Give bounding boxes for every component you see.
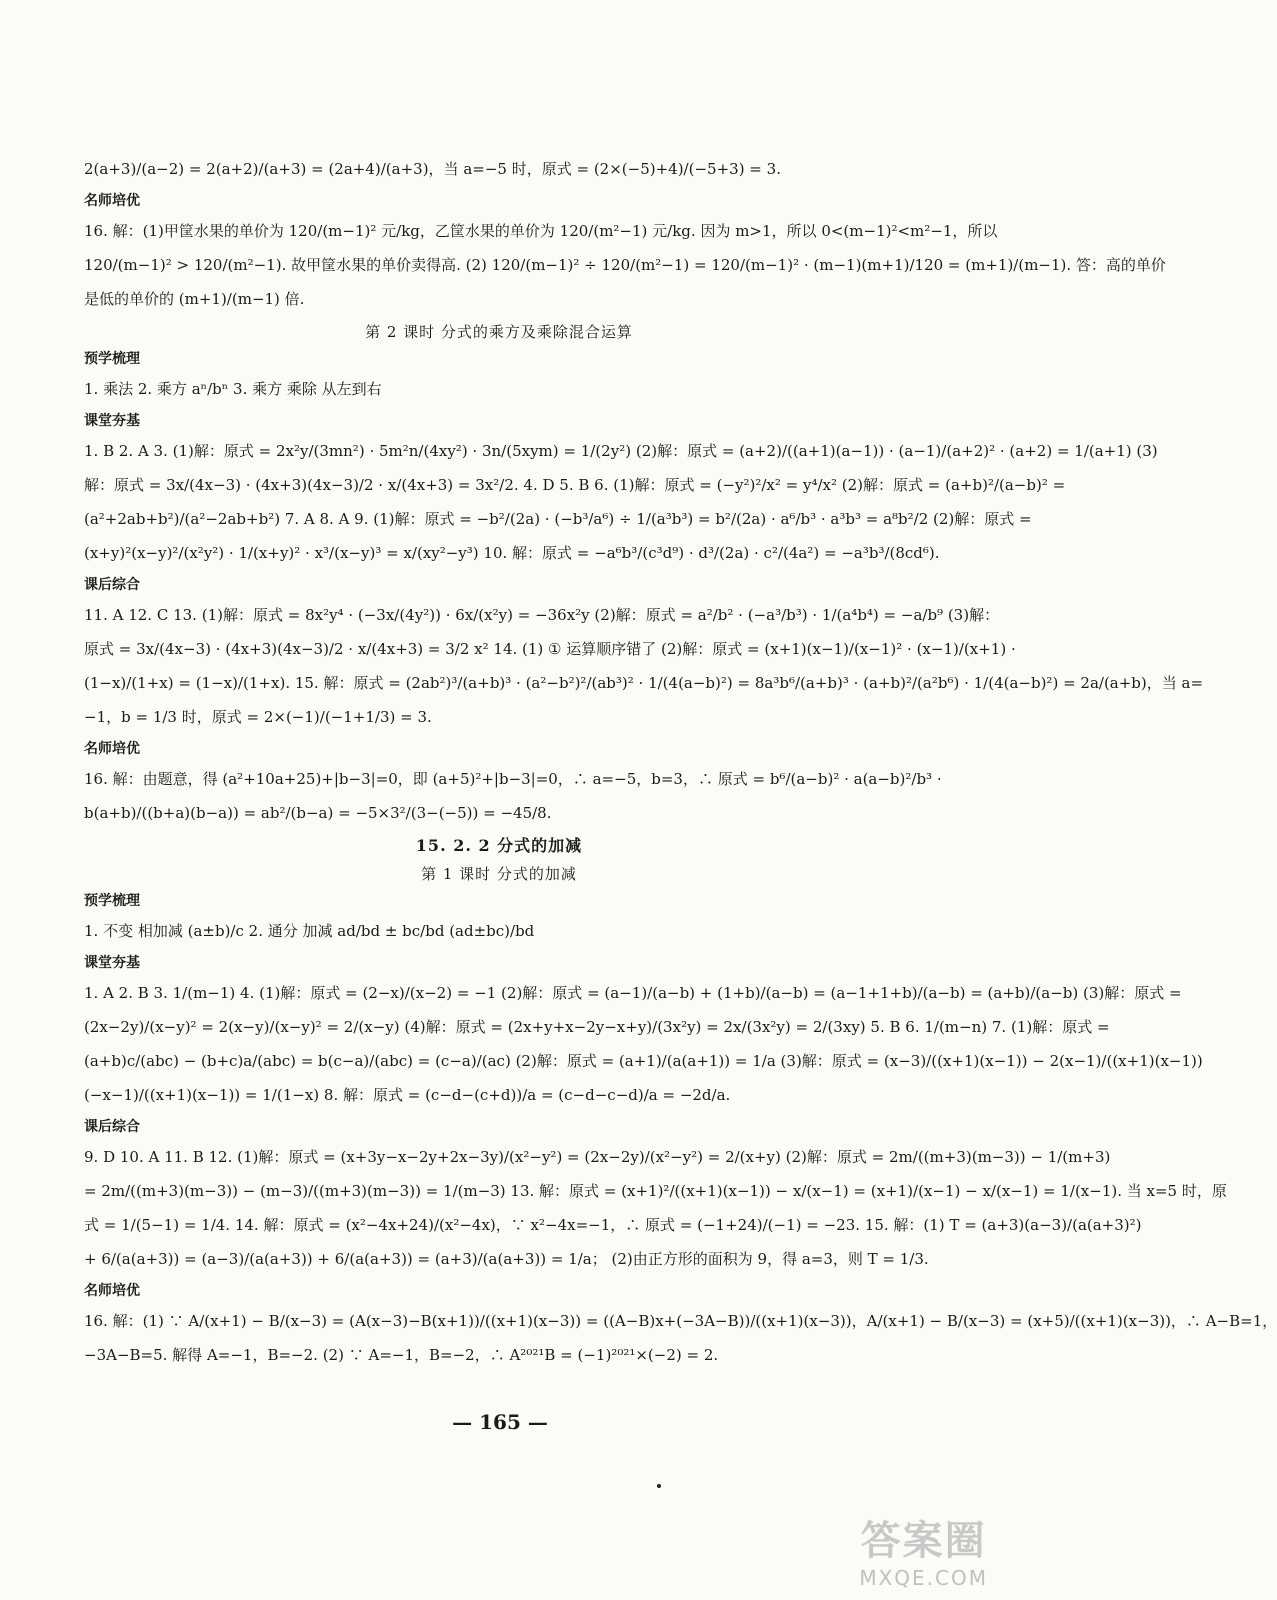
answer-line: 是低的单价的 (m+1)/(m−1) 倍.	[84, 290, 305, 308]
lesson-heading: 第 1 课时 分式的加减	[421, 865, 577, 883]
watermark	[859, 1509, 988, 1590]
section-label: 名师培优	[84, 193, 140, 209]
answer-line: = 2m/((m+3)(m−3)) − (m−3)/((m+3)(m−3)) = 1/(m−3) 13. 解：原式 = (x+1)²/((x+1)(x−1)) − x/(x−1) = (x+1)/(x−1) − x/(x−1) = 1/(x−1). 当 x=5 时，原	[84, 1182, 1227, 1200]
section-label: 课后综合	[84, 577, 140, 593]
section-label: 课后综合	[84, 1119, 140, 1135]
watermark-url: MXQE.COM	[859, 1566, 988, 1590]
answer-line: 解：原式 = 3x/(4x−3) · (4x+3)(4x−3)/2 · x/(4x+3) = 3x²/2. 4. D 5. B 6. (1)解：原式 = (−y²)²/x² = y⁴/x² (2)解：原式 = (a+b)²/(a−b)² =	[84, 476, 1066, 494]
answer-line: b(a+b)/((b+a)(b−a)) = ab²/(b−a) = −5×3²/(3−(−5)) = −45/8.	[84, 804, 552, 822]
page-number: — 165 —	[452, 1410, 548, 1434]
answer-line: + 6/(a(a+3)) = (a−3)/(a(a+3)) + 6/(a(a+3)) = (a+3)/(a(a+3)) = 1/a； (2)由正方形的面积为 9，得 a=3，则 T = 1/3.	[84, 1250, 929, 1268]
stray-dot	[657, 1484, 661, 1488]
section-label: 预学梳理	[84, 351, 140, 367]
answer-line: (a²+2ab+b²)/(a²−2ab+b²) 7. A 8. A 9. (1)解：原式 = −b²/(2a) · (−b³/a⁶) ÷ 1/(a³b³) = b²/(2a) · a⁶/b³ · a³b³ = a⁸b²/2 (2)解：原式 =	[84, 510, 1032, 528]
answer-line: (−x−1)/((x+1)(x−1)) = 1/(1−x) 8. 解：原式 = (c−d−(c+d))/a = (c−d−c−d)/a = −2d/a.	[84, 1086, 731, 1104]
answer-line: 1. B 2. A 3. (1)解：原式 = 2x²y/(3mn²) · 5m²n/(4xy²) · 3n/(5xym) = 1/(2y²) (2)解：原式 = (a+2)/((a+1)(a−1)) · (a−1)/(a+2)² · (a+2) = 1/(a+1) (3)	[84, 442, 1158, 460]
answer-line: (a+b)c/(abc) − (b+c)a/(abc) = b(c−a)/(abc) = (c−a)/(ac) (2)解：原式 = (a+1)/(a(a+1)) = 1/a (3)解：原式 = (x−3)/((x+1)(x−1)) − 2(x−1)/((x+1)(x−1))	[84, 1052, 1203, 1070]
answer-line: 9. D 10. A 11. B 12. (1)解：原式 = (x+3y−x−2y+2x−3y)/(x²−y²) = (2x−2y)/(x²−y²) = 2/(x+y) (2)解：原式 = 2m/((m+3)(m−3)) − 1/(m+3)	[84, 1148, 1111, 1166]
answer-line: −1，b = 1/3 时，原式 = 2×(−1)/(−1+1/3) = 3.	[84, 708, 432, 726]
chapter-heading: 15. 2. 2 分式的加减	[415, 836, 583, 855]
answer-line: 120/(m−1)² > 120/(m²−1). 故甲筐水果的单价卖得高. (2) 120/(m−1)² ÷ 120/(m²−1) = 120/(m−1)² · (m−1)(m+1)/120 = (m+1)/(m−1). 答：高的单价	[84, 256, 1166, 274]
answer-page	[84, 150, 1277, 1376]
answer-line: −3A−B=5. 解得 A=−1，B=−2. (2) ∵ A=−1，B=−2，∴ A²⁰²¹B = (−1)²⁰²¹×(−2) = 2.	[84, 1346, 719, 1364]
answer-line: (1−x)/(1+x) = (1−x)/(1+x). 15. 解：原式 = (2ab²)³/(a+b)³ · (a²−b²)²/(ab³)² · 1/(4(a−b)²) = 8a³b⁶/(a+b)³ · (a+b)²/(a²b⁶) · 1/(4(a−b)²) = 2a/(a+b)，当 a=	[84, 674, 1204, 692]
section-label: 名师培优	[84, 741, 140, 757]
answer-line: 1. A 2. B 3. 1/(m−1) 4. (1)解：原式 = (2−x)/(x−2) = −1 (2)解：原式 = (a−1)/(a−b) + (1+b)/(a−b) = (a−1+1+b)/(a−b) = (a+b)/(a−b) (3)解：原式 =	[84, 984, 1182, 1002]
answer-line: 原式 = 3x/(4x−3) · (4x+3)(4x−3)/2 · x/(4x+3) = 3/2 x² 14. (1) ① 运算顺序错了 (2)解：原式 = (x+1)(x−1)/(x−1)² · (x−1)/(x+1) ·	[84, 640, 1016, 658]
lesson-heading: 第 2 课时 分式的乘方及乘除混合运算	[365, 323, 633, 341]
section-label: 课堂夯基	[84, 955, 140, 971]
answer-line: (2x−2y)/(x−y)² = 2(x−y)/(x−y)² = 2/(x−y) (4)解：原式 = (2x+y+x−2y−x+y)/(3x²y) = 2x/(3x²y) = 2/(3xy) 5. B 6. 1/(m−n) 7. (1)解：原式 =	[84, 1018, 1110, 1036]
section-label: 课堂夯基	[84, 413, 140, 429]
answer-line: 16. 解：(1)甲筐水果的单价为 120/(m−1)² 元/kg，乙筐水果的单价为 120/(m²−1) 元/kg. 因为 m>1，所以 0<(m−1)²<m²−1，所以	[84, 222, 998, 240]
section-label: 名师培优	[84, 1283, 140, 1299]
answer-line: 16. 解：(1) ∵ A/(x+1) − B/(x−3) = (A(x−3)−B(x+1))/((x+1)(x−3)) = ((A−B)x+(−3A−B))/((x+1)(x−3))，A/(x+1) − B/(x−3) = (x+5)/((x+1)(x−3))，∴ A−B=1，	[84, 1312, 1277, 1330]
watermark-logo: 答案圈	[860, 1518, 987, 1564]
answer-line: 16. 解：由题意，得 (a²+10a+25)+|b−3|=0，即 (a+5)²+|b−3|=0，∴ a=−5，b=3，∴ 原式 = b⁶/(a−b)² · a(a−b)²/b³ ·	[84, 770, 942, 788]
answer-line: 11. A 12. C 13. (1)解：原式 = 8x²y⁴ · (−3x/(4y²)) · 6x/(x²y) = −36x²y (2)解：原式 = a²/b² · (−a³/b³) · 1/(a⁴b⁴) = −a/b⁹ (3)解：	[84, 606, 1000, 624]
answer-line: 式 = 1/(5−1) = 1/4. 14. 解：原式 = (x²−4x+24)/(x²−4x)，∵ x²−4x=−1，∴ 原式 = (−1+24)/(−1) = −23. 15. 解：(1) T = (a+3)(a−3)/(a(a+3)²)	[84, 1216, 1142, 1234]
answer-line: 1. 不变 相加减 (a±b)/c 2. 通分 加减 ad/bd ± bc/bd (ad±bc)/bd	[84, 922, 535, 940]
answer-line: (x+y)²(x−y)²/(x²y²) · 1/(x+y)² · x³/(x−y)³ = x/(xy²−y³) 10. 解：原式 = −a⁶b³/(c³d⁹) · d³/(2a) · c²/(4a²) = −a³b³/(8cd⁶).	[84, 544, 940, 562]
answer-line: 1. 乘法 2. 乘方 aⁿ/bⁿ 3. 乘方 乘除 从左到右	[84, 380, 382, 398]
section-label: 预学梳理	[84, 893, 140, 909]
answer-line: 2(a+3)/(a−2) = 2(a+2)/(a+3) = (2a+4)/(a+3)，当 a=−5 时，原式 = (2×(−5)+4)/(−5+3) = 3.	[84, 160, 781, 178]
